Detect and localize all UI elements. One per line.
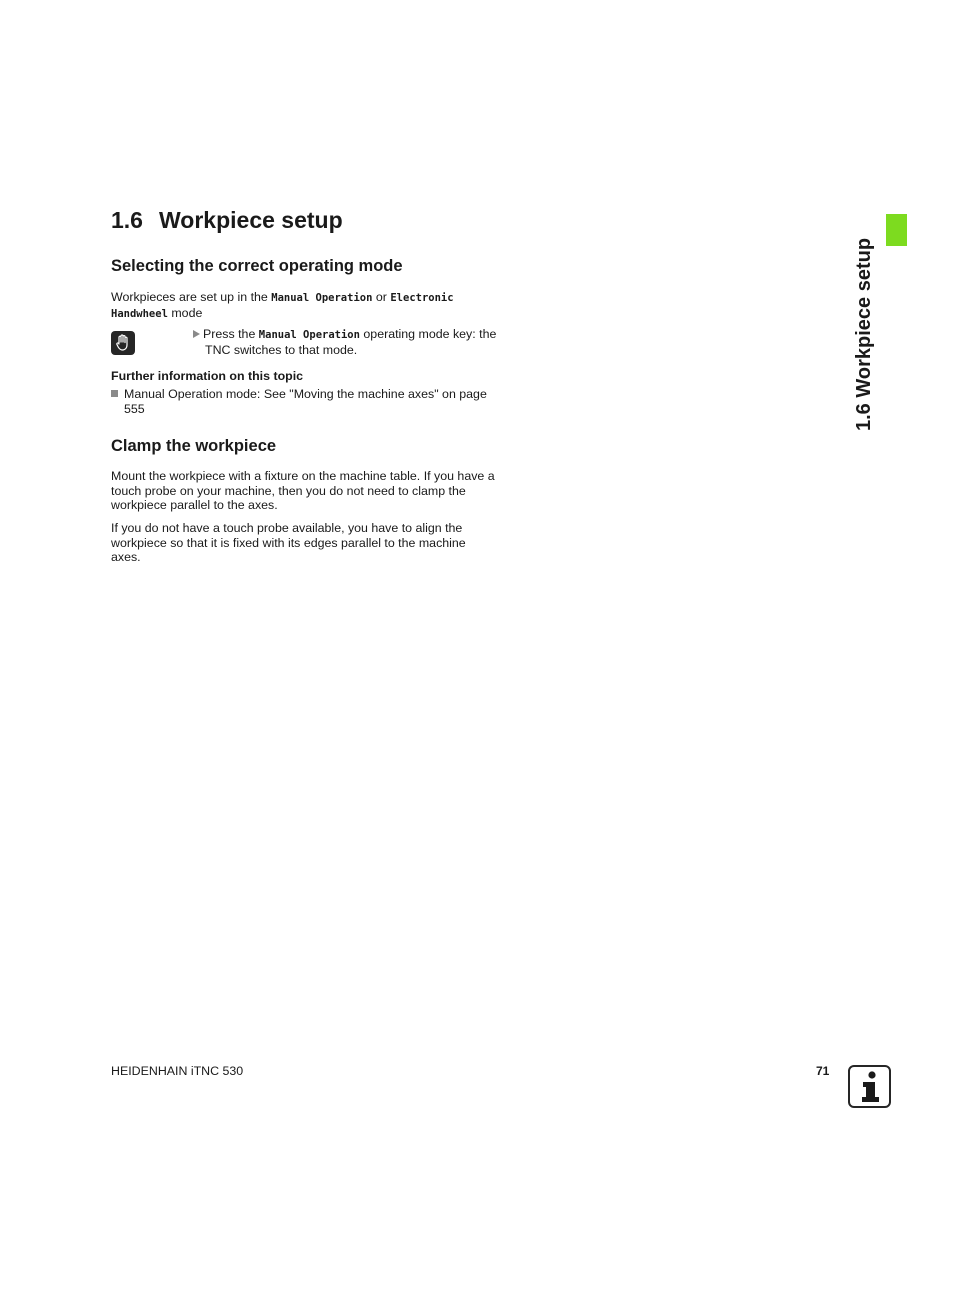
intro-or: or [375, 290, 387, 304]
page-title [111, 207, 343, 234]
operating-mode-step [193, 327, 513, 357]
clamp-heading: Clamp the workpiece [111, 437, 277, 455]
operating-mode-intro [111, 290, 511, 321]
footer-product: HEIDENHAIN iTNC 530 [111, 1064, 244, 1078]
intro-code-handwheel: Handwheel [111, 307, 168, 320]
further-info-heading: Further information on this topic [111, 369, 304, 383]
clamp-paragraph-2: If you do not have a touch probe available, you have to align the workpiece so that it is fixed with its edges parallel to the machine axes. [111, 521, 466, 564]
intro-suffix: mode [171, 305, 203, 320]
intro-code-manual: Manual Operation [271, 292, 373, 304]
side-tab-title: 1.6 Workpiece setup [853, 237, 875, 431]
step-prefix: Press the [203, 327, 256, 341]
section-number: 1.6 [111, 207, 143, 233]
operating-mode-heading: Selecting the correct operating mode [111, 257, 403, 275]
square-bullet-icon [111, 390, 118, 397]
intro-prefix: Workpieces are set up in the [111, 290, 268, 304]
info-icon [848, 1065, 891, 1108]
step-line2: TNC switches to that mode. [205, 342, 358, 357]
clamp-paragraph-1: Mount the workpiece with a fixture on the machine table. If you have a touch probe on your machine, then you do not need to clamp the workpiece parallel to the axes. [111, 469, 495, 512]
step-code-manual: Manual Operation [258, 329, 360, 341]
hand-icon [111, 331, 135, 355]
intro-code-electronic: Electronic [390, 292, 454, 304]
step-suffix: operating mode key: the [363, 327, 497, 341]
further-info-link[interactable]: Manual Operation mode: See "Moving the machine axes" on page [124, 387, 487, 401]
page-number: 71 [816, 1064, 830, 1078]
arrow-bullet-icon [193, 330, 200, 338]
section-title: Workpiece setup [159, 207, 343, 233]
further-info-page: 555 [124, 401, 145, 416]
further-info-item [111, 387, 511, 416]
